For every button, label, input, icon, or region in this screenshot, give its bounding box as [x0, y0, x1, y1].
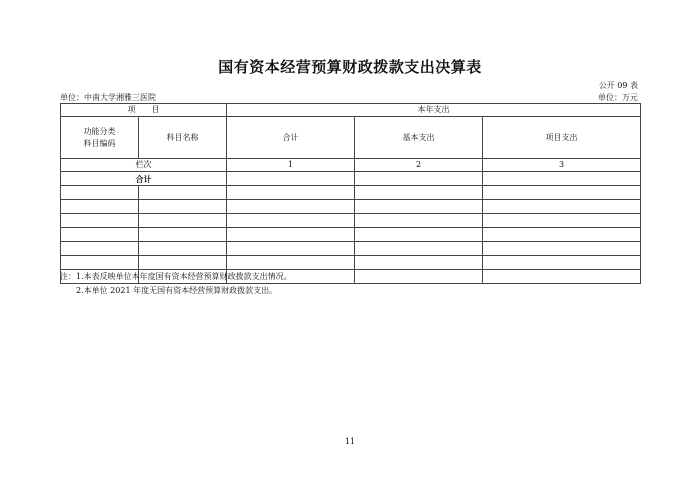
notes — [60, 270, 292, 298]
table-row — [61, 186, 641, 200]
table-header-row — [61, 104, 641, 117]
page-number: 11 — [344, 437, 356, 446]
note-1: 注：1.本表反映单位本年度国有资本经营预算财政拨款支出情况。 — [60, 272, 292, 281]
seq-3: 3 — [483, 159, 641, 172]
form-code: 公开 09 表 — [598, 81, 638, 90]
expenditure-table — [60, 103, 641, 284]
table-row — [61, 242, 641, 256]
seq-1: 1 — [227, 159, 355, 172]
reporting-unit: 单位：中南大学湘雅三医院 — [60, 93, 156, 102]
seq-label: 栏次 — [61, 159, 227, 172]
total-label: 合计 — [61, 172, 227, 186]
seq-2: 2 — [355, 159, 483, 172]
note-2: 2.本单位 2021 年度无国有资本经营预算财政拨款支出。 — [76, 286, 278, 295]
table-row — [61, 200, 641, 214]
total-cell — [483, 172, 641, 186]
header-basic: 基本支出 — [355, 117, 483, 159]
header-total: 合计 — [227, 117, 355, 159]
currency-unit: 单位：万元 — [598, 93, 638, 102]
header-item: 项 目 — [61, 104, 227, 117]
total-row — [61, 172, 641, 186]
table-row — [61, 228, 641, 242]
header-subject-name: 科目名称 — [139, 117, 227, 159]
seq-row — [61, 159, 641, 172]
header-func-code: 功能分类 科目编码 — [61, 117, 139, 159]
total-cell — [355, 172, 483, 186]
page-title: 国有资本经营预算财政拨款支出决算表 — [218, 58, 482, 76]
table-row — [61, 214, 641, 228]
header-current-year: 本年支出 — [227, 104, 641, 117]
header-project: 项目支出 — [483, 117, 641, 159]
table-subheader-row — [61, 117, 641, 159]
total-cell — [227, 172, 355, 186]
table-row — [61, 256, 641, 270]
